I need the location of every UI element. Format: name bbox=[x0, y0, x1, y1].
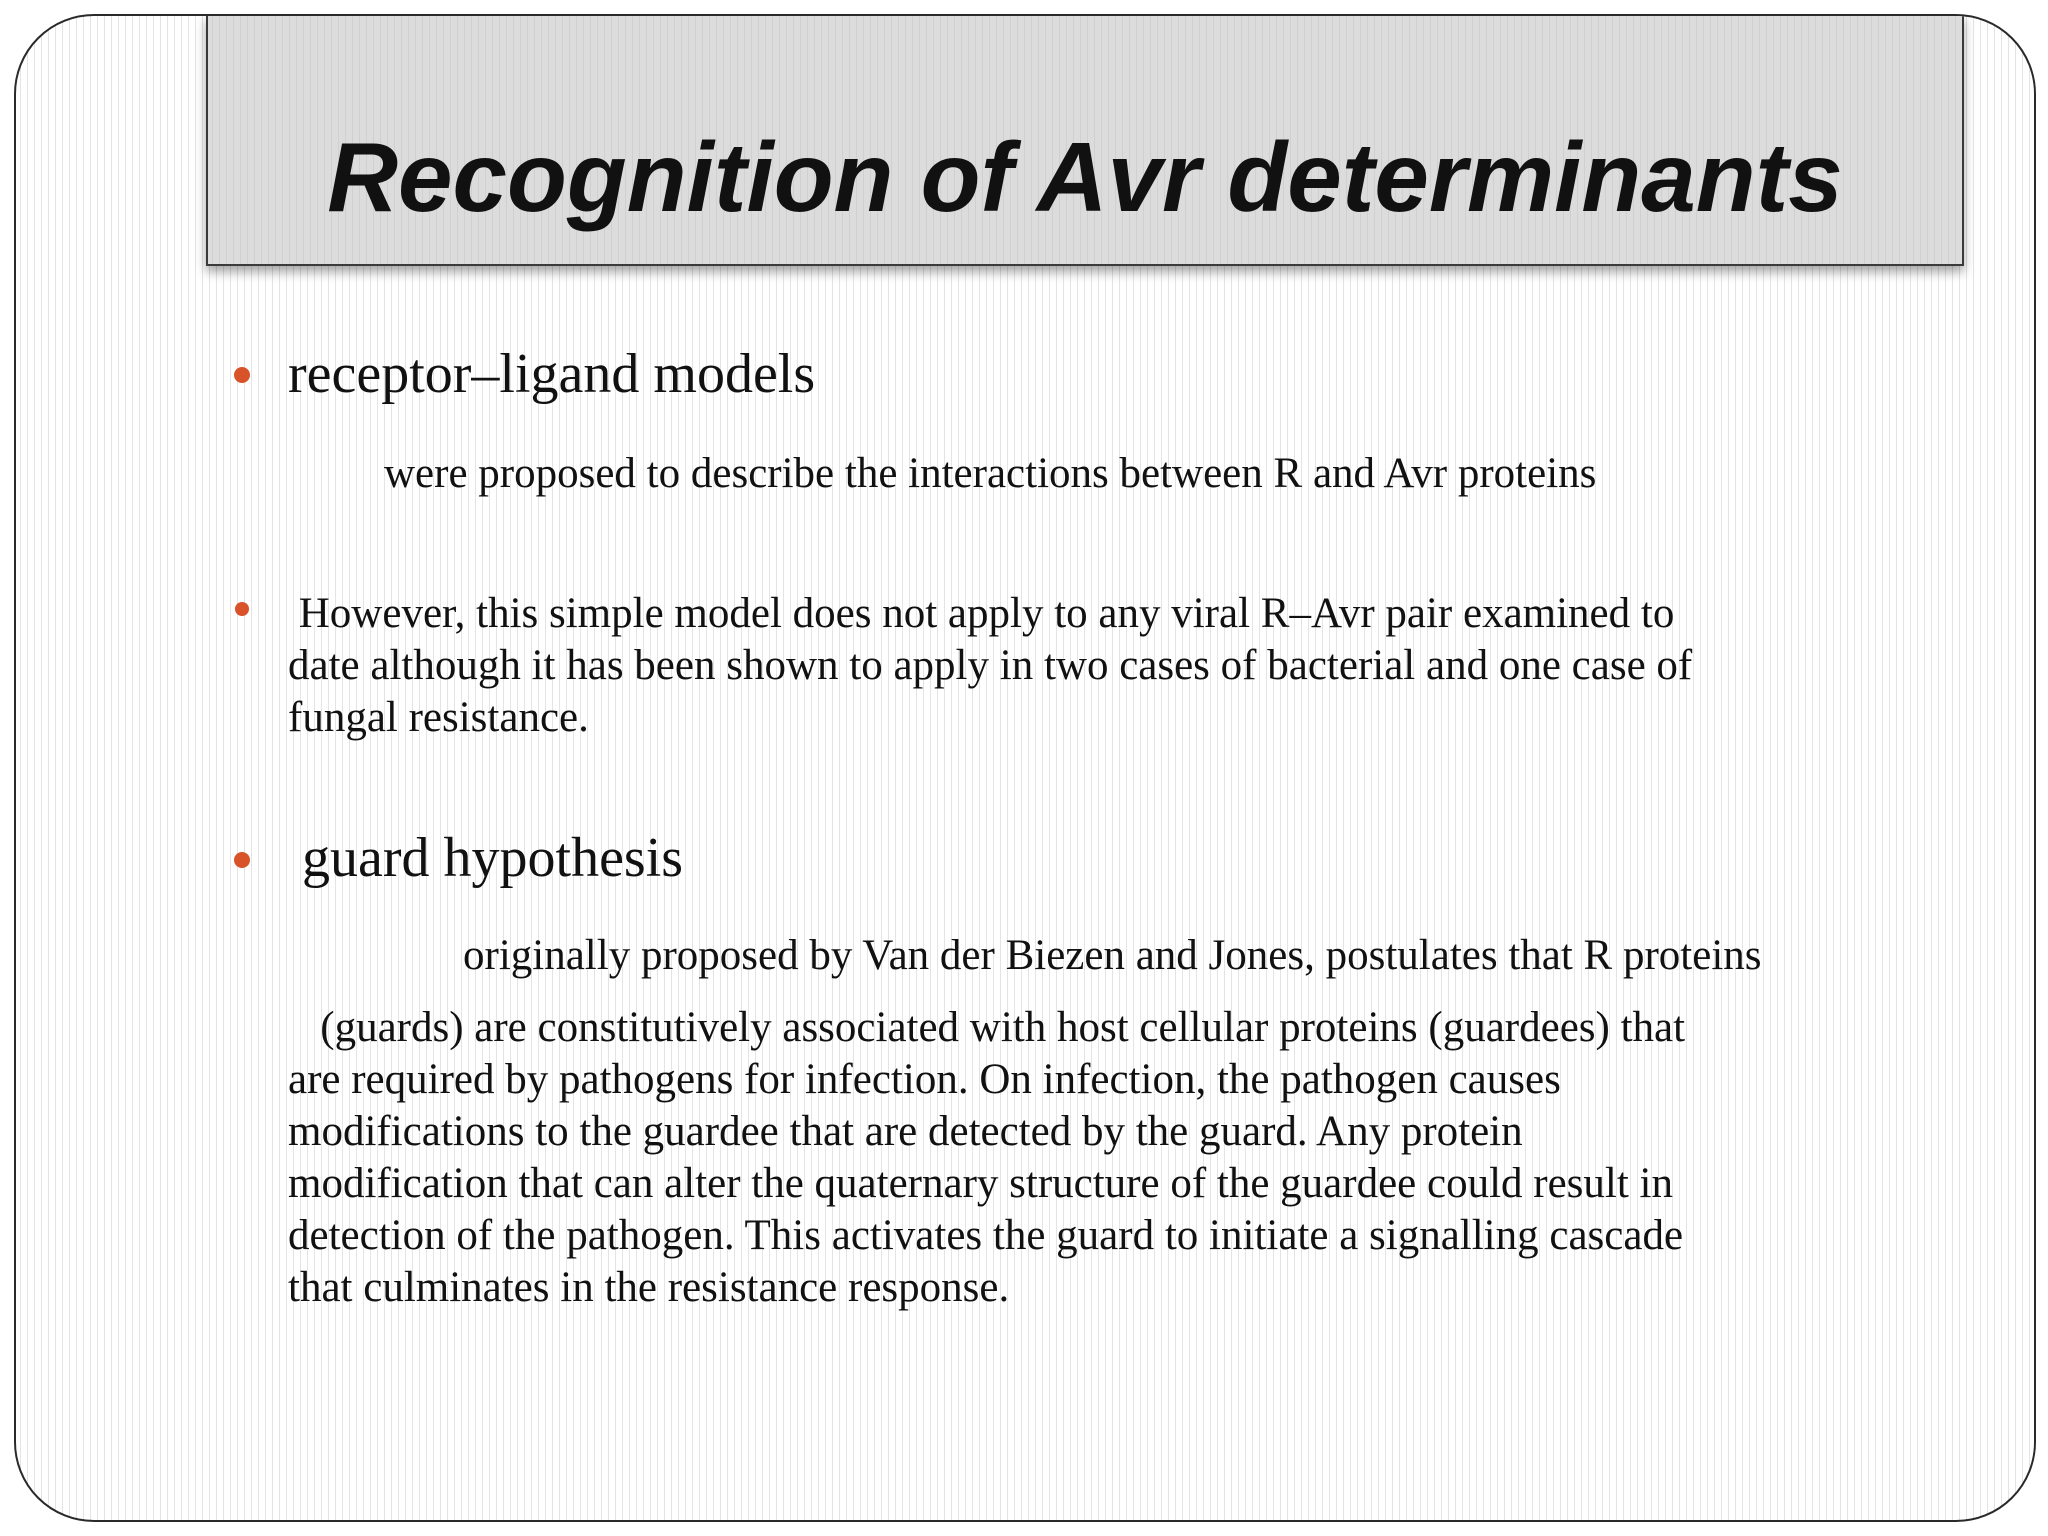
bullet-icon bbox=[235, 602, 249, 616]
paragraph-line: However, this simple model does not apply to any viral R–Avr pair examined to bbox=[288, 590, 1675, 637]
paragraph-line: are required by pathogens for infection. On infection, the pathogen causes bbox=[288, 1056, 1561, 1103]
bullet-icon bbox=[234, 367, 250, 383]
paragraph-line: modifications to the guardee that are detected by the guard. Any protein bbox=[288, 1108, 1523, 1155]
paragraph-line: date although it has been shown to apply in two cases of bacterial and one case of bbox=[288, 642, 1693, 689]
bullet-paragraph-guard bbox=[288, 1002, 1685, 1314]
paragraph-line: modification that can alter the quaternary structure of the guardee could result in bbox=[288, 1160, 1674, 1207]
title-banner bbox=[206, 14, 1964, 266]
bullet-detail-receptor-ligand: were proposed to describe the interactions between R and Avr proteins bbox=[384, 450, 1597, 497]
bullet-icon bbox=[234, 852, 250, 868]
bullet-heading-receptor-ligand: receptor–ligand models bbox=[288, 343, 816, 405]
slide-title: Recognition of Avr determinants bbox=[327, 122, 1843, 232]
bullet-detail-guard-hypothesis: originally proposed by Van der Biezen and Jones, postulates that R proteins bbox=[463, 932, 1762, 979]
paragraph-line: that culminates in the resistance response. bbox=[288, 1264, 1010, 1311]
paragraph-line: detection of the pathogen. This activates the guard to initiate a signalling cascade bbox=[288, 1212, 1684, 1259]
bullet-paragraph-however bbox=[288, 588, 1692, 744]
paragraph-line: (guards) are constitutively associated with host cellular proteins (guardees) that bbox=[288, 1004, 1686, 1051]
slide-frame bbox=[14, 14, 2036, 1522]
bullet-heading-guard-hypothesis: guard hypothesis bbox=[288, 827, 684, 889]
paragraph-line: fungal resistance. bbox=[288, 694, 589, 741]
